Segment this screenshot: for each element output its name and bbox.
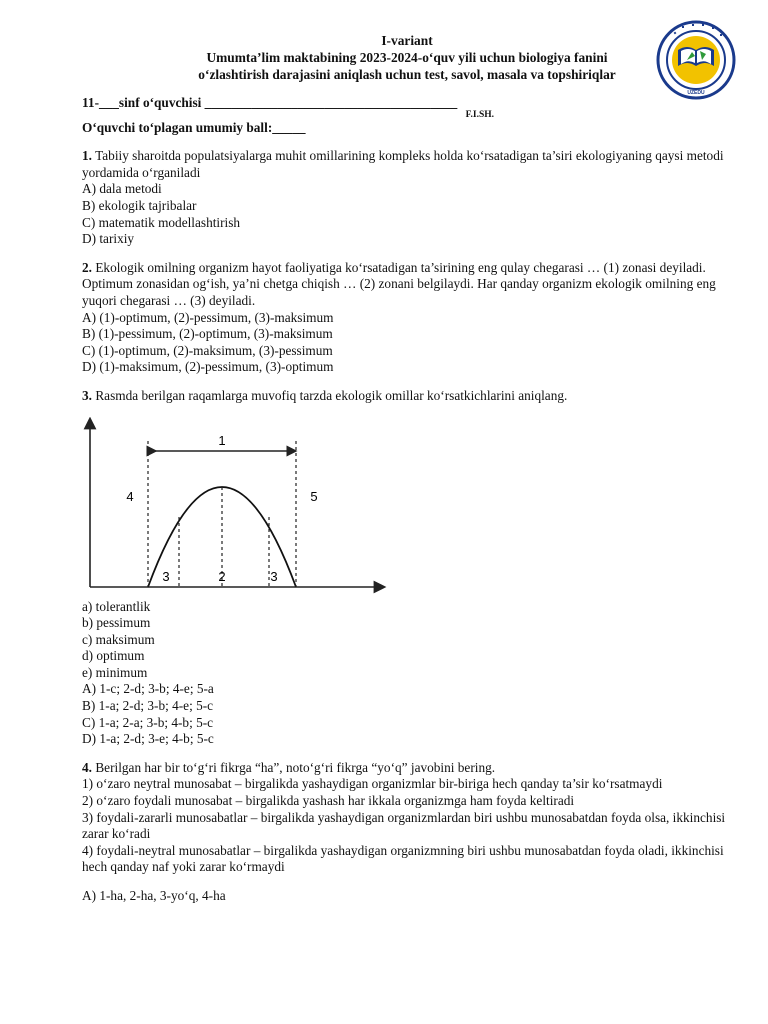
option-d: D) tarixiy bbox=[82, 231, 135, 247]
variant-title: I-variant bbox=[381, 33, 433, 48]
question-text: Berilgan har bir to‘g‘ri fikrga “ha”, noto‘g‘ri fikrga “yo‘q” javobini bering. bbox=[95, 759, 496, 775]
option-d: D) (1)-maksimum, (2)-pessimum, (3)-optimum bbox=[82, 359, 334, 375]
title-line-2: o‘zlashtirish darajasini aniqlash uchun test, savol, masala va topshiriqlar bbox=[198, 67, 616, 82]
option-b: B) 1-a; 2-d; 3-b; 4-e; 5-c bbox=[82, 698, 214, 714]
option-a: A) dala metodi bbox=[82, 181, 162, 197]
logo-bottom-text: UZEDU bbox=[687, 90, 705, 96]
label-5: 5 bbox=[310, 488, 318, 504]
test-page bbox=[82, 32, 732, 905]
document-header bbox=[82, 32, 732, 83]
item-e: e) minimum bbox=[82, 664, 148, 680]
question-number: 3. bbox=[82, 387, 92, 403]
option-d: D) 1-a; 2-d; 3-e; 4-b; 5-c bbox=[82, 731, 214, 747]
question-text: Tabiiy sharoitda populatsiyalarga muhit omillarining kompleks holda ko‘rsatadigan ta’siri ekologiyaning qaysi metodi yordamida o‘rganiladi bbox=[82, 148, 724, 180]
option-b: B) (1)-pessimum, (2)-optimum, (3)-maksimum bbox=[82, 326, 333, 342]
fish-label: F.I.SH. bbox=[465, 109, 494, 120]
question-1 bbox=[82, 148, 732, 181]
option-a: A) (1)-optimum, (2)-pessimum, (3)-maksimum bbox=[82, 309, 334, 325]
option-a: A) 1-ha, 2-ha, 3-yo‘q, 4-ha bbox=[82, 888, 226, 903]
question-4 bbox=[82, 760, 732, 777]
score-line[interactable]: O‘quvchi to‘plagan umumiy ball:_____ bbox=[82, 119, 306, 135]
question-2 bbox=[82, 260, 732, 310]
question-number: 1. bbox=[82, 148, 92, 164]
option-b: B) ekologik tajribalar bbox=[82, 197, 197, 213]
question-number: 2. bbox=[82, 259, 92, 275]
item-d: d) optimum bbox=[82, 648, 145, 664]
option-c: C) (1)-optimum, (2)-maksimum, (3)-pessimum bbox=[82, 342, 333, 358]
label-2: 2 bbox=[218, 568, 226, 584]
item-c: c) maksimum bbox=[82, 631, 155, 647]
label-3-right: 3 bbox=[270, 568, 278, 584]
item-b: b) pessimum bbox=[82, 615, 151, 631]
statement-4: 4) foydali-neytral munosabatlar – birgalikda yashaydigan organizmning biri ushbu munosabatdan foyda oladi, ikkinchisi hech qanday naf yoki zarar ko‘rmaydi bbox=[82, 842, 724, 875]
label-4: 4 bbox=[126, 488, 134, 504]
question-text: Rasmda berilgan raqamlarga muvofiq tarzda ekologik omillar ko‘rsatkichlarini aniqlang. bbox=[95, 387, 568, 403]
question-3 bbox=[82, 388, 732, 405]
class-line[interactable]: 11-___sinf o‘quvchisi ______________________________________ bbox=[82, 95, 458, 110]
question-text: Ekologik omilning organizm hayot faoliyatiga ko‘rsatadigan ta’sirining eng qulay chegarasi … (1) zonasi deyiladi. Optimum zonasidan og‘ish, ya’ni chetga chiqish … (2) zonani belgilaydi. Har qanday organizm ekologik omilning eng yuqori chegarasi … (3) deyiladi. bbox=[82, 259, 716, 308]
option-c: C) 1-a; 2-a; 3-b; 4-b; 5-c bbox=[82, 714, 214, 730]
label-3-left: 3 bbox=[162, 568, 170, 584]
title-line-1: Umumta’lim maktabining 2023-2024-o‘quv yili uchun biologiya fanini bbox=[206, 50, 608, 65]
statement-1: 1) o‘zaro neytral munosabat – birgalikda yashaydigan organizmlar bir-biriga hech qanday ta’sir ko‘rsatmaydi bbox=[82, 776, 663, 792]
statement-3: 3) foydali-zararli munosabatlar – birgalikda yashaydigan organizmlardan biri ushbu munosabatdan foyda olsa, ikkinchisi zarar ko‘radi bbox=[82, 809, 726, 842]
tolerance-curve-figure bbox=[80, 417, 390, 595]
label-1: 1 bbox=[218, 432, 226, 448]
question-number: 4. bbox=[82, 759, 92, 775]
option-a: A) 1-c; 2-d; 3-b; 4-e; 5-a bbox=[82, 681, 214, 697]
item-a: a) tolerantlik bbox=[82, 598, 151, 614]
statement-2: 2) o‘zaro foydali munosabat – birgalikda yashash har ikkala organizmga ham foyda keltiradi bbox=[82, 793, 575, 809]
option-c: C) matematik modellashtirish bbox=[82, 214, 241, 230]
